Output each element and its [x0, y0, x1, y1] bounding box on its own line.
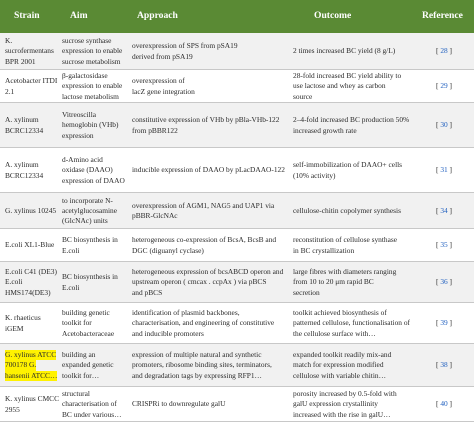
cell-approach-line: characterisation, and engineering of constitutive	[132, 318, 275, 328]
cell-approach-line: derived from pSA19	[132, 51, 193, 61]
cell-reference	[436, 240, 452, 250]
cell-strain-line: hansenii ATCC…	[5, 370, 58, 380]
cell-outcome-line: self-immobilization of DAAO+ cells	[293, 160, 403, 170]
cell-aim-line: building genetic	[62, 308, 110, 318]
cell-approach-line: constitutive expression of VHb by pBla-VHb-122	[132, 115, 280, 125]
cell-approach-line: lacZ gene integration	[132, 86, 195, 96]
reference-bracket-open: [	[436, 120, 441, 130]
cell-strain-line: sucrofermentans	[5, 46, 54, 56]
reference-bracket-open: [	[436, 205, 441, 215]
reference-link[interactable]: 38	[440, 360, 448, 370]
cell-aim-line: sucrose synthase	[62, 36, 112, 46]
table-row	[0, 229, 474, 262]
reference-bracket-close: ]	[447, 120, 453, 130]
cell-strain-line: E.coli C41 (DE3)	[5, 267, 57, 277]
cell-aim-line: BC biosynthesis in	[62, 272, 118, 282]
cell-aim-line: expression of DAAO	[62, 175, 125, 185]
table-row	[0, 70, 474, 103]
cell-outcome-line: expanded toolkit readily mix-and	[293, 350, 392, 360]
cell-outcome-line: toolkit achieved biosynthesis of	[293, 308, 387, 318]
reference-link[interactable]: 31	[440, 165, 448, 175]
reference-bracket-close: ]	[447, 165, 453, 175]
header-aim: Aim	[70, 10, 88, 21]
cell-approach-line: overexpression of SPS from pSA19	[132, 41, 238, 51]
reference-link[interactable]: 28	[440, 46, 448, 56]
cell-aim-line: expression to enable	[62, 81, 123, 91]
cell-aim-line: to incorporate N-	[62, 195, 113, 205]
cell-reference	[436, 360, 452, 370]
cell-outcome-line: (10% activity)	[293, 170, 336, 180]
cell-approach-line: from pBBR122	[132, 125, 178, 135]
cell-aim-line: toolkit for…	[62, 370, 100, 380]
cell-outcome-line: cellulose with variable chitin…	[293, 370, 386, 380]
cell-approach-line: pBBR-GlcNAc	[132, 211, 178, 220]
cell-aim-line: characterisation of	[62, 399, 117, 409]
cell-strain-line: K. xylinus CMCC	[5, 394, 60, 404]
cell-aim-line: Acetobacteraceae	[62, 328, 115, 338]
cell-outcome-line: source	[293, 91, 313, 101]
cell-approach-line: and inducible promoters	[132, 328, 204, 338]
cell-outcome-line: 2 times increased BC yield (8 g/L)	[293, 46, 396, 56]
reference-bracket-open: [	[436, 240, 441, 250]
reference-bracket-close: ]	[447, 360, 453, 370]
cell-aim-line: hemoglobin (VHb)	[62, 120, 119, 130]
cell-aim-line: β-galactosidase	[62, 71, 108, 81]
table-row	[0, 387, 474, 422]
table-header	[0, 0, 474, 33]
cell-approach-line: promoters, ribosome binding sites, terminators,	[132, 360, 272, 370]
cell-strain-line: Acetobacter ITDI	[5, 76, 58, 86]
reference-link[interactable]: 30	[440, 120, 448, 130]
cell-strain-line: BCRC12334	[5, 125, 44, 135]
reference-bracket-close: ]	[447, 205, 453, 215]
header-outcome: Outcome	[314, 10, 352, 21]
cell-strain-line: K.	[5, 36, 13, 46]
reference-bracket-open: [	[436, 81, 441, 91]
cell-approach-line: DGC (diguanyl cyclase)	[132, 245, 204, 255]
cell-approach-line: overexpression of AGM1, NAG5 and UAP1 via	[132, 200, 275, 210]
cell-outcome-line: use lactose and whey as carbon	[293, 81, 386, 91]
table-row	[0, 148, 474, 193]
cell-reference	[436, 165, 452, 175]
reference-bracket-open: [	[436, 165, 441, 175]
table-row	[0, 33, 474, 70]
reference-bracket-close: ]	[447, 240, 453, 250]
cell-outcome-line: patterned cellulose, functionalisation of	[293, 318, 410, 328]
reference-link[interactable]: 40	[440, 399, 448, 409]
cell-aim-line: (GlcNAc) units	[62, 216, 108, 226]
cell-reference	[436, 206, 452, 216]
cell-strain-line: 2.1	[5, 86, 15, 96]
cell-outcome-line: galU expression crystallinity	[293, 399, 378, 409]
cell-outcome-line: reconstitution of cellulose synthase	[293, 235, 398, 245]
cell-aim-line: expanded genetic	[62, 360, 114, 370]
cell-strain-line: G. xylinus 10245	[5, 205, 57, 215]
cell-outcome-line: match for expression modified	[293, 360, 384, 370]
cell-aim-line: toolkit for	[62, 318, 92, 328]
cell-aim-line: lactose metabolism	[62, 91, 119, 101]
cell-strain-line: E.coli	[5, 277, 23, 287]
cell-aim-line: Vitreoscilla	[62, 110, 97, 120]
cell-strain-line: A. xylinum	[5, 160, 39, 170]
cell-strain-line: BPR 2001	[5, 56, 36, 66]
cell-reference	[436, 399, 452, 409]
reference-bracket-open: [	[436, 318, 441, 328]
reference-bracket-close: ]	[447, 46, 453, 56]
cell-approach-line: inducible expression of DAAO by pLacDAAO-122	[132, 165, 285, 175]
cell-outcome-line: porosity increased by 0.5-fold with	[293, 389, 397, 399]
reference-bracket-open: [	[436, 399, 441, 409]
reference-link[interactable]: 34	[440, 205, 448, 215]
table-row	[0, 262, 474, 303]
cell-approach-line: and degradation tags by expressing RFP1…	[132, 370, 262, 380]
cell-approach-line: CRISPRi to downregulate galU	[132, 399, 226, 409]
cell-aim-line: sucrose metabolism	[62, 56, 121, 66]
reference-bracket-open: [	[436, 277, 441, 287]
cell-outcome-line: 28-fold increased BC yield ability to	[293, 71, 402, 81]
cell-reference	[436, 81, 452, 91]
reference-bracket-open: [	[436, 46, 441, 56]
cell-aim-line: d-Amino acid	[62, 155, 103, 165]
cell-outcome-line: increased growth rate	[293, 125, 357, 135]
cell-outcome-line: the cellulose surface with…	[293, 328, 376, 338]
cell-aim-line: acetylglucosamine	[62, 205, 117, 215]
cell-strain-line: E.coli XL1-Blue	[5, 240, 55, 250]
cell-approach-line: upstream operon ( cmcax . ccpAx ) via pBCS	[132, 277, 267, 287]
cell-strain-line: G. xylinus ATCC	[5, 350, 57, 360]
cell-approach-line: identification of plasmid backbones,	[132, 308, 240, 318]
header-reference: Reference	[422, 10, 463, 21]
cell-strain-line: iGEM	[5, 323, 24, 333]
table-row	[0, 193, 474, 229]
reference-link[interactable]: 39	[440, 318, 448, 328]
reference-bracket-close: ]	[447, 81, 453, 91]
cell-outcome-line: in BC crystallization	[293, 245, 355, 255]
cell-strain-line: BCRC12334	[5, 170, 44, 180]
cell-reference	[436, 318, 452, 328]
cell-aim-line: E.coli	[62, 282, 80, 292]
reference-link[interactable]: 35	[440, 240, 448, 250]
cell-approach-line: overexpression of	[132, 76, 185, 86]
cell-aim-line: expression	[62, 130, 94, 140]
reference-bracket-close: ]	[447, 399, 453, 409]
reference-bracket-close: ]	[447, 277, 453, 287]
cell-approach-line: expression of multiple natural and synthetic	[132, 350, 262, 360]
table-row	[0, 103, 474, 148]
cell-strain-line: A. xylinum	[5, 115, 39, 125]
cell-aim-line: E.coli	[62, 245, 80, 255]
table-row	[0, 344, 474, 387]
cell-strain-line: 2955	[5, 404, 20, 414]
cell-outcome-line: large fibres with diameters ranging	[293, 267, 397, 277]
cell-strain-line: K. rhaeticus	[5, 313, 41, 323]
header-approach: Approach	[137, 10, 178, 21]
cell-reference	[436, 277, 452, 287]
cell-reference	[436, 120, 452, 130]
table-row	[0, 303, 474, 344]
reference-link[interactable]: 36	[440, 277, 448, 287]
cell-outcome-line: 2–4-fold increased BC production 50%	[293, 115, 410, 125]
cell-approach-line: heterogeneous expression of bcsABCD operon and	[132, 267, 284, 277]
cell-outcome-line: from 10 to 20 μm rapid BC	[293, 277, 374, 287]
cell-aim-line: oxidase (DAAO)	[62, 165, 113, 175]
reference-bracket-close: ]	[447, 318, 453, 328]
cell-outcome-line: cellulose-chitin copolymer synthesis	[293, 205, 401, 215]
reference-link[interactable]: 29	[440, 81, 448, 91]
cell-aim-line: BC under various…	[62, 409, 122, 419]
cell-aim-line: building an	[62, 350, 96, 360]
reference-bracket-open: [	[436, 360, 441, 370]
header-strain: Strain	[14, 10, 40, 21]
cell-outcome-line: secretion	[293, 287, 320, 297]
cell-strain-line: 700178 G.	[5, 360, 37, 370]
cell-approach-line: and pBCS	[132, 287, 163, 297]
cell-outcome-line: increased with the rise in galU…	[293, 409, 391, 419]
cell-aim-line: structural	[62, 389, 90, 399]
cell-approach-line: heterogeneous co-expression of BcsA, BcsB and	[132, 235, 277, 245]
cell-reference	[436, 46, 452, 56]
cell-aim-line: BC biosynthesis in	[62, 235, 118, 245]
cell-aim-line: expression to enable	[62, 46, 123, 56]
cell-strain-line: HMS174(DE3)	[5, 287, 51, 297]
